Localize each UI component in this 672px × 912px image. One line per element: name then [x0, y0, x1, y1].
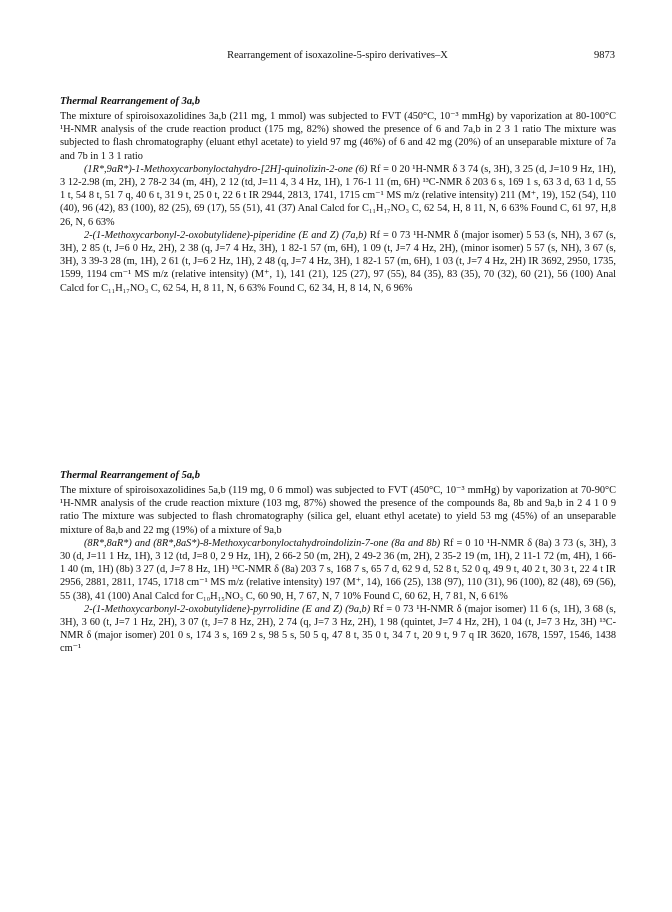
compound-data: Rf = 0 20 ¹H-NMR δ 3 74 (s, 3H), 3 25 (d, J=10 9 Hz, 1H), 3 12-2.98 (m, 2H), 2 78-2 34 (m, 4H), 2 12 (td, J=11 4, 3 4 Hz, 1H), 1 76-1 11 (m, 6H) ¹³C-NMR δ 203 6 s, 169 1 s, 63 3 d, 63 1 d, 55 1 t, 54 8 t, 51 7 q, 40 6 t, 31 9 t, 25 0 t, 22 6 t IR 2944, 2813, 1741, 1715 cm⁻¹ MS m/z (relative intensity) 211 (M⁺, 19), 152 (54), 110 (40), 96 (42), 83 (100), 82 (25), 69 (17), 55 (51), 41 (37) Anal Calcd for C₁₁H₁₇NO₃ C, 62 54, H, 8 11, N, 6 63% Found C, 61 97, H,8 26, N, 6 63%	[60, 163, 617, 228]
compound-name: 2-(1-Methoxycarbonyl-2-oxobutylidene)-piperidine (E and Z) (7a,b)	[84, 229, 367, 241]
compound-entry-8ab	[60, 537, 616, 603]
experimental-paragraph: The mixture of spiroisoxazolidines 3a,b (211 mg, 1 mmol) was subjected to FVT (450°C, 10⁻³ mmHg) by vaporization at 80-100°C ¹H-NMR analysis of the crude reaction product (175 mg, 82%) showed the presence of 6 and 7a,b in 2 3 1 ratio The mixture was subjected to flash chromatography (eluant ethyl acetate) to yield 97 mg (46%) of 6 and 42 mg (20%) of an unseparable mixture of 7a and 7b in 1 3 1 ratio	[60, 111, 616, 162]
compound-entry-9ab	[60, 603, 616, 656]
compound-name: (1R*,9aR*)-1-Methoxycarbonyloctahydro-[2H]-quinolizin-2-one (6)	[84, 163, 368, 175]
page-number: 9873	[594, 50, 615, 61]
compound-name: (8R*,8aR*) and (8R*,8aS*)-8-Methoxycarbonyloctahydroindolizin-7-one (8a and 8b)	[84, 537, 441, 549]
running-head	[60, 49, 615, 63]
compound-data: Rf = 0 73 ¹H-NMR δ (major isomer) 11 6 (s, 1H), 3 68 (s, 3H), 3 60 (t, J=7 1 Hz, 2H), 3 07 (t, J=7 8 Hz, 2H), 2 74 (q, J=7 3 Hz, 2H), 1 98 (quintet, J=7 4 Hz, 2H), 1 04 (t, J=7 3 Hz, 3H) ¹³C-NMR δ (major isomer) 201 0 s, 174 3 s, 169 2 s, 98 5 s, 50 5 q, 47 8 t, 35 0 t, 34 7 t, 20 9 t, 9 7 q IR 3620, 1678, 1597, 1546, 1438 cm⁻¹	[60, 603, 616, 655]
section-heading: Thermal Rearrangement of 3a,b	[60, 96, 201, 107]
running-title: Rearrangement of isoxazoline-5-spiro derivatives–X	[227, 50, 448, 61]
section-thermal-rearrangement-3ab	[60, 95, 616, 295]
experimental-paragraph: The mixture of spiroisoxazolidines 5a,b (119 mg, 0 6 mmol) was subjected to FVT (450°C, 10⁻³ mmHg) by vaporization at 70-90°C ¹H-NMR analysis of the crude reaction mixture (103 mg, 87%) showed the presence of the compounds 8a, 8b and 9a,b in 2 4 1 0 9 ratio The mixture was subjected to flash chromatography (silica gel, eluant ethyl acetate) to yield 53 mg (45%) of an unseparable mixture of 8a,b and 22 mg (19%) of a mixture of 9a,b	[60, 485, 616, 536]
section-heading: Thermal Rearrangement of 5a,b	[60, 470, 201, 481]
compound-data: Rf = 0 73 ¹H-NMR δ (major isomer) 5 53 (s, NH), 3 67 (s, 3H), 2 85 (t, J=6 0 Hz, 2H), 2 38 (q, J=7 4 Hz, 3H), 1 82-1 57 (m, 6H), 1 09 (t, J=7 4 Hz, 2H), (minor isomer) 5 57 (s, NH), 3 67 (s, 3H), 3 39-3 28 (m, 1H), 2 61 (t, J=6 2 Hz, 1H), 2 48 (q, J=7 4 Hz, 3H), 1 82-1 57 (m, 6H), 1 03 (t, J=7 4 Hz, 2H) IR 3692, 2950, 1735, 1599, 1194 cm⁻¹ MS m/z (relative intensity) (M⁺, 1), 141 (21), 125 (27), 97 (55), 84 (35), 83 (35), 70 (32), 60 (21), 56 (100) Anal Calcd for C₁₁H₁₇NO₃ C, 62 54, H, 8 11, N, 6 63% Found C, 62 34, H, 8 14, N, 6 96%	[60, 229, 617, 294]
compound-data: Rf = 0 10 ¹H-NMR δ (8a) 3 73 (s, 3H), 3 30 (d, J=11 1 Hz, 1H), 3 12 (td, J=8 0, 2 9 Hz, 1H), 2 66-2 50 (m, 2H), 2 49-2 36 (m, 2H), 2 35-2 19 (m, 1H), 2 11-1 72 (m, 4H), 1 66-1 40 (m, 1H) (8b) 3 27 (d, J=7 8 Hz, 1H) ¹³C-NMR δ (8a) 203 7 s, 168 7 s, 65 7 d, 62 9 d, 52 8 t, 52 0 q, 49 9 t, 40 2 t, 30 3 t, 22 4 t IR 2956, 2881, 2811, 1745, 1718 cm⁻¹ MS m/z (relative intensity) 197 (M⁺, 14), 166 (25), 138 (97), 110 (31), 96 (100), 82 (48), 69 (56), 55 (38), 41 (100) Anal Calcd for C₁₀H₁₅NO₃ C, 60 90, H, 7 67, N, 7 10% Found C, 60 62, H, 7 81, N, 6 61%	[60, 537, 616, 602]
section-thermal-rearrangement-5ab	[60, 469, 616, 656]
compound-entry-7ab	[60, 229, 616, 295]
compound-name: 2-(1-Methoxycarbonyl-2-oxobutylidene)-pyrrolidine (E and Z) (9a,b)	[84, 603, 371, 615]
compound-entry-6	[60, 163, 616, 229]
